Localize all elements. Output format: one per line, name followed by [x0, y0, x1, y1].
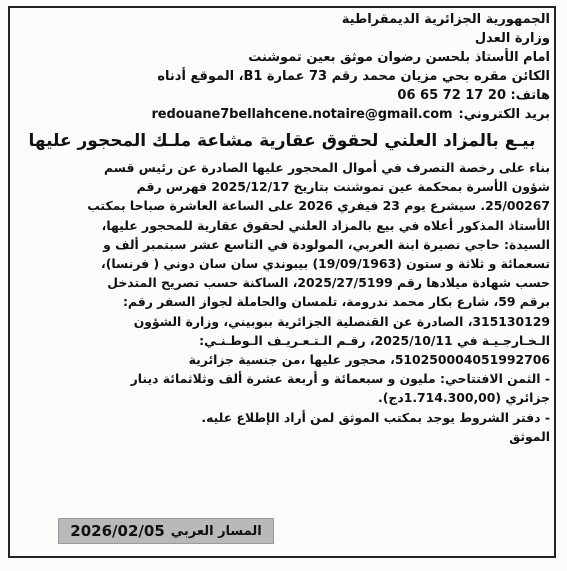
header-phone: هاتف: 20 17 72 65 06: [397, 88, 550, 103]
body-line: تسعمائة و ثلاثة و ستون (19/09/1963) بيبوندي سان سان دوني ( فرنسا)،: [101, 256, 550, 272]
header-address: الكائن مقره بحي مزيان محمد رقم 73 عمارة B1، الموقع أدناه: [157, 69, 550, 84]
newspaper-badge: [58, 518, 274, 544]
notary-signature: الموثق: [509, 428, 550, 444]
header-ministry: وزارة العدل: [474, 31, 550, 46]
header-email-row: [14, 105, 550, 124]
body-line: - دفتر الشروط يوجد بمكتب الموثق لمن أراد الإطلاع عليه.: [201, 409, 550, 425]
announcement-body: [14, 158, 550, 446]
body-line: بناء على رخصة التصرف في أموال المحجور عليها الصادرة عن رئيس قسم: [104, 160, 550, 175]
announcement-content: [14, 10, 550, 446]
body-line: 315130129، الصادرة عن القنصلية الجزائرية ببوبيني، وزارة الشؤون: [133, 313, 550, 329]
body-line: الأستاذ المذكور أعلاه في بيع بالمزاد العلني لحقوق عقارية للمحجور عليها،: [101, 217, 550, 233]
body-line: برقم 59، شارع بكار محمد ندرومة، تلمسان والحاملة لجواز السفر رقم:: [122, 294, 550, 310]
body-line: 510250004051992706، محجور عليها ،من جنسية جزائرية: [188, 352, 550, 368]
header-republic: الجمهورية الجزائرية الديمقراطية: [341, 12, 550, 27]
body-line: جزائري (1.714.300,00دج).: [378, 390, 550, 406]
header-notary: امام الأستاذ بلحسن رضوان موثق بعين تموشنت: [248, 50, 550, 65]
body-line: حسب شهادة ميلادها رقم 2025/27/5199، الساكنة حسب تصريح المتدخل: [107, 275, 550, 291]
body-line: - الثمن الافتتاحي: مليون و سبعمائة و أربعة عشرة ألف وثلاثمائة دينار: [130, 371, 550, 387]
body-line: الـخـارجـيـة في 2025/10/11، رقـم الـتـعـريـف الـوطـنـي:: [199, 332, 550, 348]
newspaper-name: المسار العربي: [170, 523, 262, 539]
announcement-title: بيـع بالمزاد العلني لحقوق عقارية مشاعة ملـك المحجور عليها: [28, 131, 536, 151]
body-line: 25/00267. سيشرع يوم 23 فيفري 2026 على الساعة العاشرة صباحا بمكتب: [87, 198, 550, 214]
email-label: بريد الكتروني:: [458, 107, 550, 122]
email-address: redouane7bellahcene.notaire@gmail.com: [151, 107, 453, 122]
body-line: السيدة: حاجي نصيرة ابنة العربي، المولودة في التاسع عشر سبتمبر ألف و: [103, 236, 550, 252]
publication-date: 2026/02/05: [70, 522, 165, 540]
body-line: شؤون الأسرة بمحكمة عين تموشنت بتاريخ 2025/12/17 فهرس رقم: [136, 179, 550, 195]
